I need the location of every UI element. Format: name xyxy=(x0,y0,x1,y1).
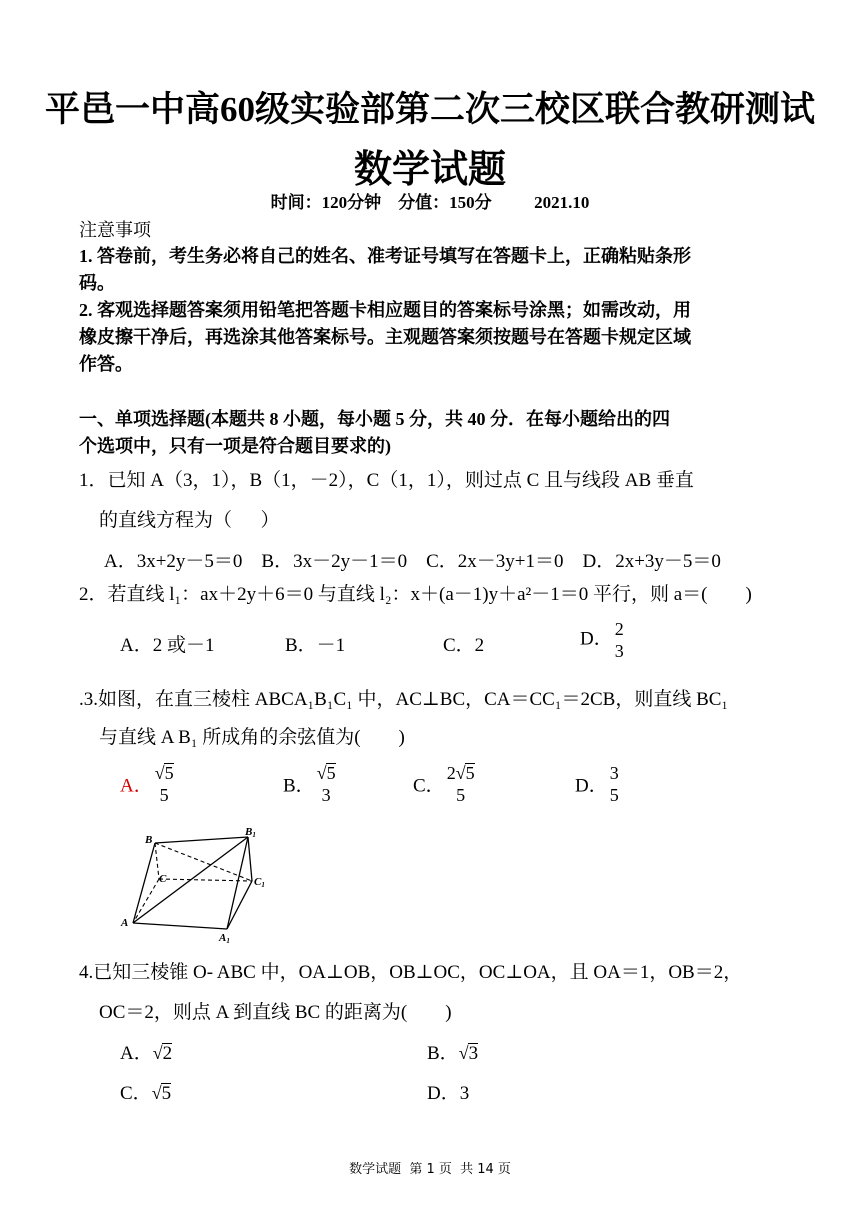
q3-line1: .3.如图，在直三棱柱 ABCA₁B₁C₁ 中，AC⊥BC，CA＝CC₁＝2CB，则直线 BC₁ xyxy=(79,689,729,710)
notes-item2-line2: 橡皮擦干净后，再选涂其他答案标号。主观题答案须按题号在答题卡规定区域 xyxy=(79,327,691,347)
q3-option-b-label: B． xyxy=(283,775,315,797)
q4-option-c-radicand: 5 xyxy=(161,1083,172,1104)
q1-line1: 1．已知 A（3，1），B（1，－2），C（1，1），则过点 C 且与线段 AB 垂直 xyxy=(79,470,694,491)
q2-option-b: B．－1 xyxy=(285,635,346,656)
q3-option-c xyxy=(413,762,477,806)
edge-b1-c1 xyxy=(248,837,252,881)
label-b1: B1 xyxy=(245,826,256,839)
q4-option-d: D．3 xyxy=(427,1083,470,1104)
label-c: C xyxy=(159,873,167,885)
q3-option-c-fraction xyxy=(445,762,477,806)
q2-option-d-den: 3 xyxy=(614,641,624,661)
q3-option-d-num: 3 xyxy=(609,763,619,783)
q2-option-d xyxy=(580,618,626,662)
q4-line2: OC＝2，则点 A 到直线 BC 的距离为( ) xyxy=(99,1002,452,1023)
q3-option-c-radicand: 5 xyxy=(465,763,475,783)
q3-option-b xyxy=(283,762,338,806)
q4-option-a-radicand: 2 xyxy=(162,1043,173,1064)
q3-option-b-num: √5 xyxy=(316,763,336,783)
q4-option-a: A．√2 xyxy=(120,1043,173,1064)
q4-option-b: B．√3 xyxy=(427,1043,479,1064)
notes-item1-line2: 码。 xyxy=(79,273,115,293)
section1-line2: 个选项中，只有一项是符合题目要求的) xyxy=(79,436,391,456)
exam-meta: 时间：120分钟 分值：150分 2021.10 xyxy=(270,193,590,212)
q3-option-d-fraction xyxy=(608,762,621,806)
notes-item2-line3: 作答。 xyxy=(79,354,133,374)
q3-option-d xyxy=(575,762,621,806)
q3-option-d-den: 5 xyxy=(609,785,619,805)
label-c1: C1 xyxy=(254,876,265,889)
q3-line2: 与直线 A B₁ 所成角的余弦值为( ) xyxy=(99,727,405,748)
q2-option-c: C．2 xyxy=(443,635,485,656)
q4-option-c: C．√5 xyxy=(120,1083,172,1104)
exam-title: 平邑一中高60级实验部第二次三校区联合教研测试 xyxy=(44,90,815,129)
q3-option-a-den: 5 xyxy=(159,785,169,805)
q1-line2: 的直线方程为（ ） xyxy=(99,510,280,531)
notes-item2-line1: 2. 客观选择题答案须用铅笔把答题卡相应题目的答案标号涂黑；如需改动，用 xyxy=(79,300,691,320)
section1-line1: 一、单项选择题(本题共 8 小题，每小题 5 分，共 40 分．在每小题给出的四 xyxy=(79,409,670,429)
edge-b-a xyxy=(133,843,155,923)
q4-option-b-label: B． xyxy=(427,1043,459,1064)
edge-b-c1 xyxy=(155,843,252,881)
label-a: A xyxy=(121,917,129,929)
q2-option-d-fraction xyxy=(613,618,626,662)
notes-item1-line1: 1. 答卷前，考生务必将自己的姓名、准考证号填写在答题卡上，正确粘贴条形 xyxy=(79,246,691,266)
q3-option-a-fraction xyxy=(153,762,176,806)
q3-option-c-num: 2√5 xyxy=(446,763,475,783)
q3-option-a xyxy=(120,762,176,806)
q1-options: A．3x+2y－5＝0 B．3x－2y－1＝0 C．2x－3y+1＝0 D．2x+3y－5＝0 xyxy=(104,551,721,572)
label-a1: A1 xyxy=(219,932,230,945)
q3-option-a-radicand: 5 xyxy=(164,763,174,783)
q3-option-a-num: √5 xyxy=(154,763,174,783)
q3-option-c-coef: 2 xyxy=(446,763,456,783)
q4-option-c-label: C． xyxy=(120,1083,152,1104)
edge-b-b1 xyxy=(155,837,248,843)
q4-option-b-radicand: 3 xyxy=(468,1043,479,1064)
q3-option-a-label: A． xyxy=(120,775,153,797)
q2-line1: 2．若直线 l₁：ax＋2y＋6＝0 与直线 l₂：x＋(a－1)y＋a²－1＝0 平行，则 a＝( ) xyxy=(79,584,752,605)
prism-figure xyxy=(115,825,280,945)
q3-option-c-den: 5 xyxy=(456,785,466,805)
q2-option-d-num: 2 xyxy=(614,619,624,639)
edge-a-a1 xyxy=(133,923,227,929)
notes-heading: 注意事项 xyxy=(79,220,151,240)
edge-c-a xyxy=(133,879,159,923)
label-b: B xyxy=(145,834,153,846)
q3-option-b-den: 3 xyxy=(321,785,331,805)
q3-option-c-label: C． xyxy=(413,775,445,797)
q2-option-d-label: D． xyxy=(580,628,613,650)
q3-option-d-label: D． xyxy=(575,775,608,797)
q4-option-a-label: A． xyxy=(120,1043,153,1064)
q3-option-b-fraction xyxy=(315,762,338,806)
page-footer: 数学试题 第 1 页 共 14 页 xyxy=(349,1162,511,1177)
edge-c1-a1 xyxy=(227,881,252,929)
q4-line1: 4.已知三棱锥 O- ABC 中，OA⊥OB，OB⊥OC，OC⊥OA，且 OA＝1，OB＝2， xyxy=(79,962,743,983)
exam-subtitle: 数学试题 xyxy=(353,149,506,191)
q3-option-b-radicand: 5 xyxy=(326,763,336,783)
q2-option-a: A．2 或－1 xyxy=(120,635,215,656)
